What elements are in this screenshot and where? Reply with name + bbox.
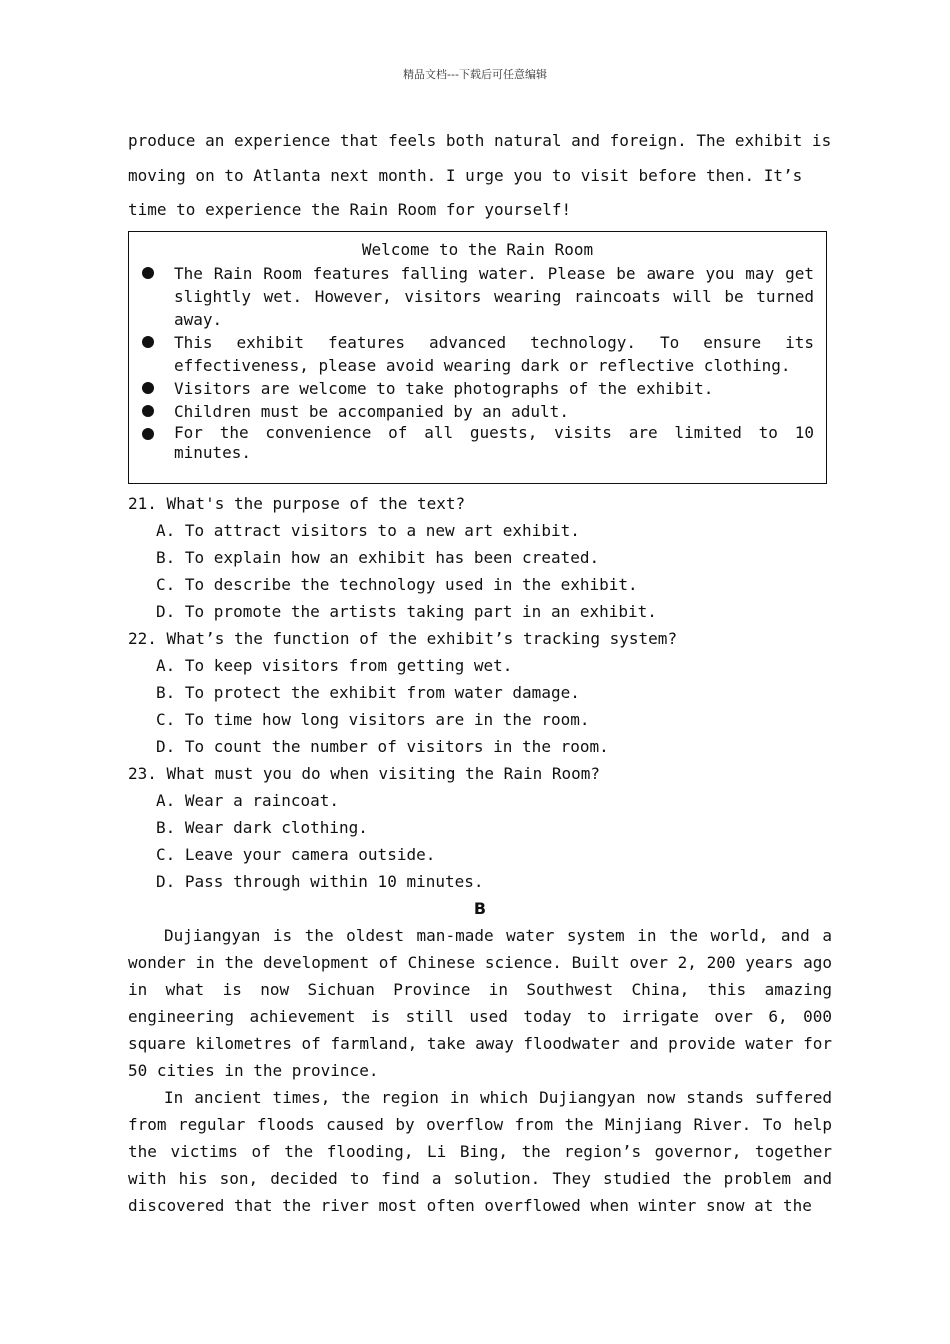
question-option: B. To protect the exhibit from water damage. xyxy=(156,683,580,702)
bullet-icon xyxy=(142,336,154,348)
intro-paragraph xyxy=(128,124,832,228)
passage-paragraph: Dujiangyan is the oldest man-made water system in the world, and a wonder in the development of Chinese science. Built over 2, 200 years ago in what is now Sichuan Province in Southwest China, this amazing engineering achievement is still used today to irrigate over 6, 000 square kilometres of farmland, take away floodwater and provide water for 50 cities in the province. xyxy=(128,926,832,1080)
page-header: 精品文档---下载后可任意编辑 xyxy=(403,68,547,81)
question-option: B. To explain how an exhibit has been created. xyxy=(156,548,600,567)
notice-item: This exhibit features advanced technology. To ensure its effectiveness, please avoid wearing dark or reflective clothing. xyxy=(129,331,826,377)
question-option: D. To count the number of visitors in the room. xyxy=(156,737,609,756)
notice-item: Children must be accompanied by an adult. xyxy=(129,400,826,423)
intro-line: time to experience the Rain Room for yourself! xyxy=(128,200,572,219)
bullet-icon xyxy=(142,405,154,417)
notice-title: Welcome to the Rain Room xyxy=(361,240,594,259)
passage-paragraph: In ancient times, the region in which Dujiangyan now stands suffered from regular floods caused by overflow from the Minjiang River. To help the victims of the flooding, Li Bing, the region’s governor, together with his son, decided to find a solution. They studied the problem and discovered that the river most often overflowed when winter snow at the xyxy=(128,1088,832,1215)
bullet-icon xyxy=(142,428,154,440)
question-option: C. To describe the technology used in the exhibit. xyxy=(156,575,638,594)
bullet-icon xyxy=(142,267,154,279)
intro-line: moving on to Atlanta next month. I urge you to visit before then. It’s xyxy=(128,165,803,185)
section-heading: B xyxy=(473,899,487,918)
bullet-icon xyxy=(142,382,154,394)
question-option: D. Pass through within 10 minutes. xyxy=(156,872,484,891)
question-option: A. To attract visitors to a new art exhibit. xyxy=(156,521,580,540)
question-option: C. Leave your camera outside. xyxy=(156,845,436,864)
rain-room-notice-box xyxy=(128,231,827,484)
notice-list xyxy=(129,262,826,463)
notice-item: For the convenience of all guests, visits are limited to 10 minutes. xyxy=(129,423,826,463)
question-stem: 22. What’s the function of the exhibit’s tracking system? xyxy=(128,629,678,648)
question-option: B. Wear dark clothing. xyxy=(156,818,368,837)
intro-line: produce an experience that feels both natural and foreign. The exhibit is xyxy=(128,131,832,150)
questions-and-passage xyxy=(128,490,832,1219)
question-option: C. To time how long visitors are in the room. xyxy=(156,710,590,729)
question-option: A. Wear a raincoat. xyxy=(156,791,340,810)
question-option: A. To keep visitors from getting wet. xyxy=(156,656,513,675)
question-option: D. To promote the artists taking part in an exhibit. xyxy=(156,602,657,621)
notice-item: The Rain Room features falling water. Please be aware you may get slightly wet. However, visitors wearing raincoats will be turned away. xyxy=(129,262,826,331)
question-stem: 23. What must you do when visiting the Rain Room? xyxy=(128,764,601,783)
notice-item: Visitors are welcome to take photographs of the exhibit. xyxy=(129,377,826,400)
question-stem: 21. What's the purpose of the text? xyxy=(128,494,466,513)
